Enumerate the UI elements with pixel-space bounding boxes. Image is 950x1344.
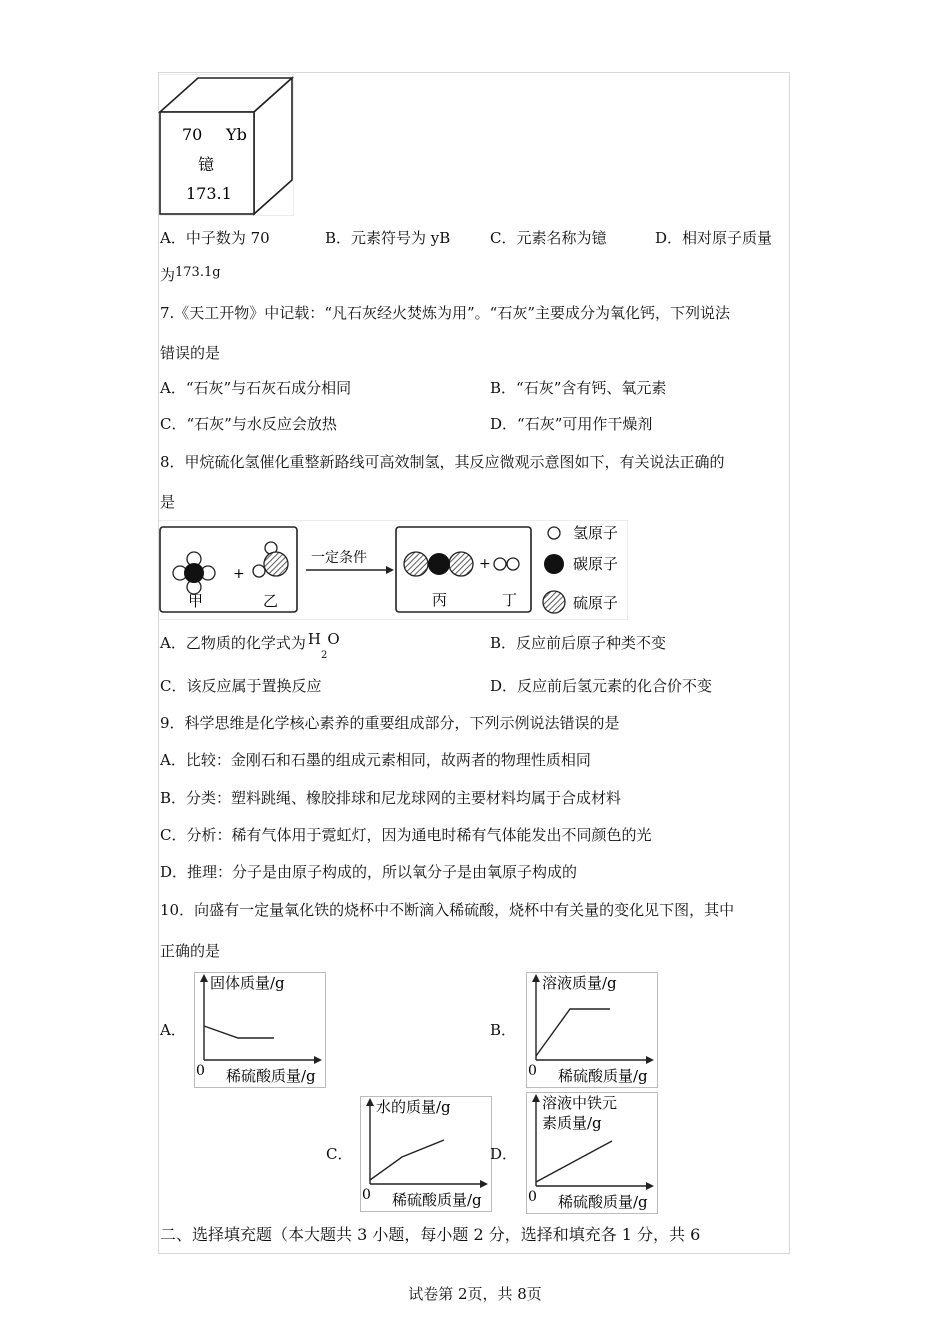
reaction-diagram (158, 520, 628, 620)
graph-d-xlabel: 稀硫酸质量/g (558, 1193, 648, 1211)
graph-b-xlabel: 稀硫酸质量/g (558, 1067, 648, 1085)
graph-c-ylabel: 水的质量/g (376, 1098, 451, 1116)
graph-b (526, 972, 658, 1088)
element-card-cube (158, 74, 294, 216)
label-ding: 丁 (502, 591, 518, 609)
q9-stem: 9．科学思维是化学核心素养的重要组成部分，下列示例说法错误的是 (160, 714, 620, 732)
q7-option-d: D．“石灰”可用作干燥剂 (490, 415, 653, 433)
legend-carbon-icon (544, 554, 564, 574)
section2-heading: 二、选择填充题（本大题共 3 小题，每小题 2 分，选择和填充各 1 分，共 6 (160, 1225, 701, 1244)
q9-option-c: C．分析：稀有气体用于霓虹灯，因为通电时稀有气体能发出不同颜色的光 (160, 826, 652, 844)
q10-stem-line1: 10．向盛有一定量氧化铁的烧杯中不断滴入稀硫酸，烧杯中有关量的变化见下图，其中 (160, 901, 735, 919)
q8-option-d: D．反应前后氢元素的化合价不变 (490, 677, 713, 695)
q8-option-b: B．反应前后原子种类不变 (490, 634, 667, 652)
element-mass: 173.1 (186, 184, 232, 203)
label-jia: 甲 (188, 592, 204, 610)
condition-label: 一定条件 (311, 550, 367, 566)
graph-c (360, 1096, 492, 1212)
legend-sulfur-label: 硫原子 (573, 594, 619, 612)
legend-carbon-label: 碳原子 (573, 555, 619, 573)
q6-option-b: B．元素符号为 yB (325, 229, 451, 247)
element-name: 镱 (198, 155, 215, 174)
q10-option-d-label: D． (490, 1145, 518, 1163)
graph-a-origin: 0 (196, 1063, 205, 1079)
graph-a-xlabel: 稀硫酸质量/g (226, 1067, 316, 1085)
q7-stem-line2: 错误的是 (160, 344, 221, 362)
q9-option-b: B．分类：塑料跳绳、橡胶排球和尼龙球网的主要材料均属于合成材料 (160, 789, 622, 807)
q10-option-a-label: A． (160, 1021, 186, 1039)
q6-option-a: A．中子数为 70 (160, 229, 270, 247)
q8-stem-line1: 8．甲烷硫化氢催化重整新路线可高效制氢，其反应微观示意图如下，有关说法正确的 (160, 453, 725, 471)
legend-hydrogen-label: 氢原子 (573, 524, 619, 542)
graph-d (526, 1092, 658, 1214)
q8-option-a: A．乙物质的化学式为 $H_2O$ (160, 630, 340, 661)
graph-d-ylabel-line1: 溶液中铁元 (542, 1094, 618, 1112)
plus-sign-left: + (233, 566, 245, 582)
q8-option-c: C．该反应属于置换反应 (160, 677, 322, 695)
q6-option-d-cont: 为173.1g (160, 265, 221, 284)
q6-option-c: C．元素名称为镱 (490, 229, 607, 247)
element-symbol: Yb (226, 125, 247, 144)
page-footer: 试卷第 2页，共 8页 (408, 1285, 542, 1303)
element-number: 70 (182, 125, 203, 144)
q7-option-b: B．“石灰”含有钙、氧元素 (490, 379, 667, 397)
graph-d-origin: 0 (528, 1189, 537, 1205)
legend-hydrogen-icon (548, 527, 560, 539)
q7-option-a: A．“石灰”与石灰石成分相同 (160, 379, 352, 397)
graph-c-origin: 0 (362, 1187, 371, 1203)
graph-a-ylabel: 固体质量/g (210, 974, 285, 992)
graph-a (194, 972, 326, 1088)
q8-stem-line2: 是 (160, 493, 176, 511)
q7-stem-line1: 7.《天工开物》中记载：“凡石灰经火焚炼为用”。“石灰”主要成分为氧化钙，下列说法 (160, 304, 730, 322)
q9-option-d: D．推理：分子是由原子构成的，所以氧分子是由氧原子构成的 (160, 863, 578, 881)
graph-b-ylabel: 溶液质量/g (542, 974, 617, 992)
q10-option-b-label: B． (490, 1021, 517, 1039)
graph-c-xlabel: 稀硫酸质量/g (392, 1191, 482, 1209)
graph-d-ylabel-line2: 素质量/g (542, 1114, 602, 1132)
q6-option-d: D．相对原子质量 (655, 229, 773, 247)
label-bing: 丙 (432, 591, 448, 609)
q10-stem-line2: 正确的是 (160, 942, 221, 960)
q9-option-a: A．比较：金刚石和石墨的组成元素相同，故两者的物理性质相同 (160, 751, 591, 769)
plus-sign-right: + (479, 556, 491, 572)
label-yi: 乙 (263, 592, 279, 610)
carbon-disulfide-molecule (404, 552, 473, 576)
legend-sulfur-icon (543, 591, 565, 613)
q7-option-c: C．“石灰”与水反应会放热 (160, 415, 337, 433)
graph-b-origin: 0 (528, 1063, 537, 1079)
q10-option-c-label: C． (326, 1145, 353, 1163)
